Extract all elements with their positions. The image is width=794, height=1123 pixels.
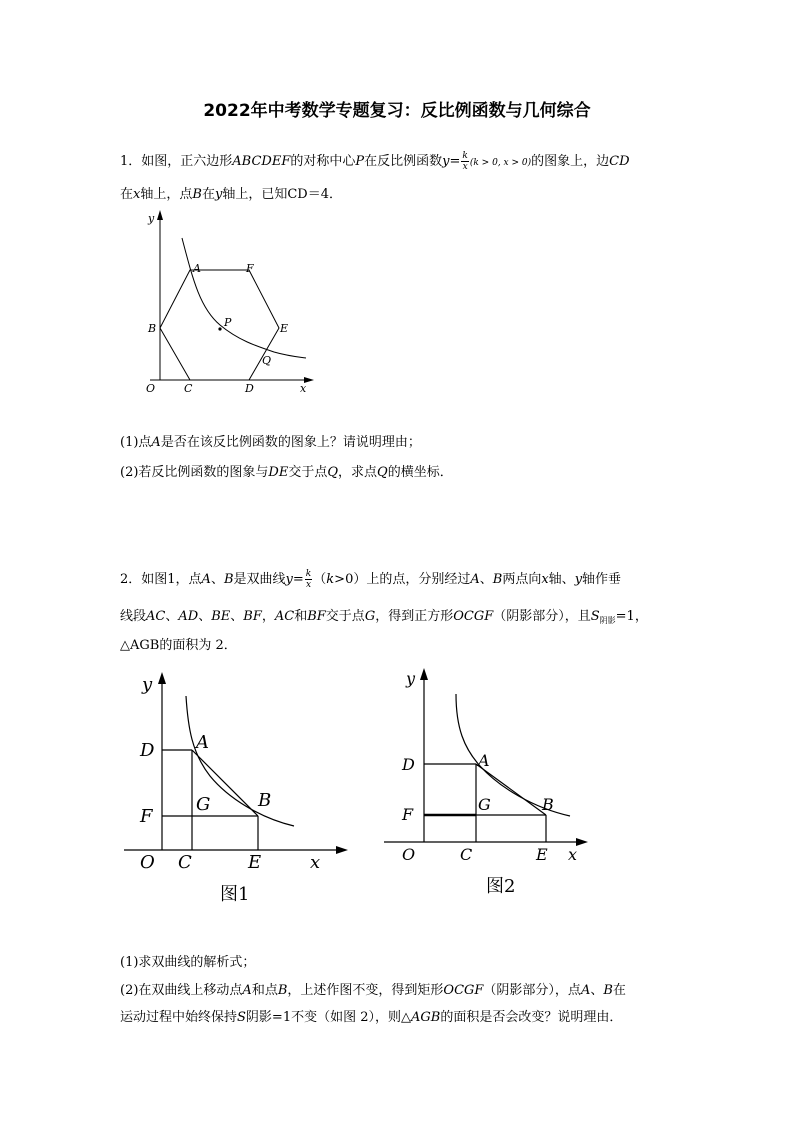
q2-fraction: $\frac{k}{x}$ bbox=[305, 569, 312, 590]
q2-figure-1 bbox=[120, 668, 360, 918]
q1-label-d: D bbox=[245, 382, 254, 395]
fig2-label-x: x bbox=[568, 845, 578, 864]
fig2-label-o: O bbox=[402, 845, 416, 864]
q1-label-a: A bbox=[193, 262, 201, 275]
q2-stem-line2: 线段AC、AD、BE、BF，AC和BF交于点G，得到正方形OCGF（阴影部分），且$S_{阴影}=1$， bbox=[120, 609, 648, 625]
q1-stem-line2: 在x轴上，点B在y轴上，已知CD＝4． bbox=[120, 187, 342, 202]
fig1-label-x: x bbox=[310, 852, 321, 873]
fig2-label-g: G bbox=[478, 795, 491, 814]
fig1-label-e: E bbox=[248, 852, 262, 873]
fig1-label-b: B bbox=[258, 790, 272, 811]
q2-stem-line1: 2．如图1，点A、B是双曲线y= $\frac{k}{x}$ （k>0）上的点，分别经过A、B两点向x轴、y轴作垂 bbox=[120, 569, 622, 590]
fig2-caption: 图2 bbox=[486, 876, 516, 897]
q2-stem-line3: △AGB的面积为 2． bbox=[120, 638, 237, 653]
q1-label-y: y bbox=[148, 212, 155, 225]
fig1-label-c: C bbox=[178, 852, 192, 873]
q1-label-o: O bbox=[146, 382, 156, 395]
q1-label-q: Q bbox=[262, 354, 272, 367]
q1-y-arrow bbox=[157, 210, 163, 220]
fig2-label-e: E bbox=[536, 845, 548, 864]
q2-figure-2 bbox=[384, 662, 604, 902]
fig1-label-d: D bbox=[140, 740, 155, 761]
q2-sub2: (2)在双曲线上移动点A和点B，上述作图不变，得到矩形OCGF（阴影部分），点A、B在 bbox=[120, 983, 626, 998]
q1-label-e: E bbox=[280, 322, 289, 335]
fig1-label-f: F bbox=[140, 806, 153, 827]
q2-sub1: (1)求双曲线的解析式； bbox=[120, 955, 256, 970]
fig1-label-o: O bbox=[140, 852, 155, 873]
q1-label-x: x bbox=[300, 382, 307, 395]
fig1-x-arrow bbox=[336, 846, 348, 854]
q1-label-p: P bbox=[224, 316, 232, 329]
fig2-label-y: y bbox=[406, 669, 416, 688]
fig2-y-arrow bbox=[420, 668, 428, 680]
q1-sub2: (2)若反比例函数的图象与DE交于点Q，求点Q的横坐标． bbox=[120, 465, 453, 480]
fig2-label-d: D bbox=[402, 755, 415, 774]
q1-label-b: B bbox=[148, 322, 157, 335]
q1-label-f: F bbox=[246, 262, 254, 275]
q1-hyperbola-curve bbox=[182, 238, 306, 358]
q1-fraction: $\frac{k}{x}$ bbox=[462, 151, 468, 172]
q1-point-p bbox=[218, 327, 221, 330]
fig2-label-b: B bbox=[542, 795, 554, 814]
fig2-label-c: C bbox=[460, 845, 473, 864]
fig1-label-g: G bbox=[196, 794, 211, 815]
q1-hexagon-figure bbox=[138, 208, 318, 398]
fig1-label-y: y bbox=[142, 674, 153, 695]
q2-sub2-cont: 运动过程中始终保持S阴影=1不变（如图 2），则△AGB的面积是否会改变？说明理由． bbox=[120, 1010, 623, 1025]
page-title: 2022年中考数学专题复习：反比例函数与几何综合 bbox=[203, 101, 591, 121]
fig1-caption: 图1 bbox=[220, 884, 250, 905]
fig2-label-a: A bbox=[478, 751, 490, 770]
q1-sub1: (1)点A是否在该反比例函数的图象上？请说明理由； bbox=[120, 435, 421, 450]
fig2-label-f: F bbox=[402, 805, 414, 824]
fig1-y-arrow bbox=[158, 672, 166, 684]
fig1-label-a: A bbox=[196, 732, 209, 753]
fig2-x-arrow bbox=[576, 838, 588, 846]
q1-label-c: C bbox=[184, 382, 193, 395]
q1-stem-line1: 1．如图，正六边形ABCDEF的对称中心P在反比例函数y= $\frac{k}{x}$ (k > 0, x > 0)的图象上，边CD bbox=[120, 151, 630, 172]
